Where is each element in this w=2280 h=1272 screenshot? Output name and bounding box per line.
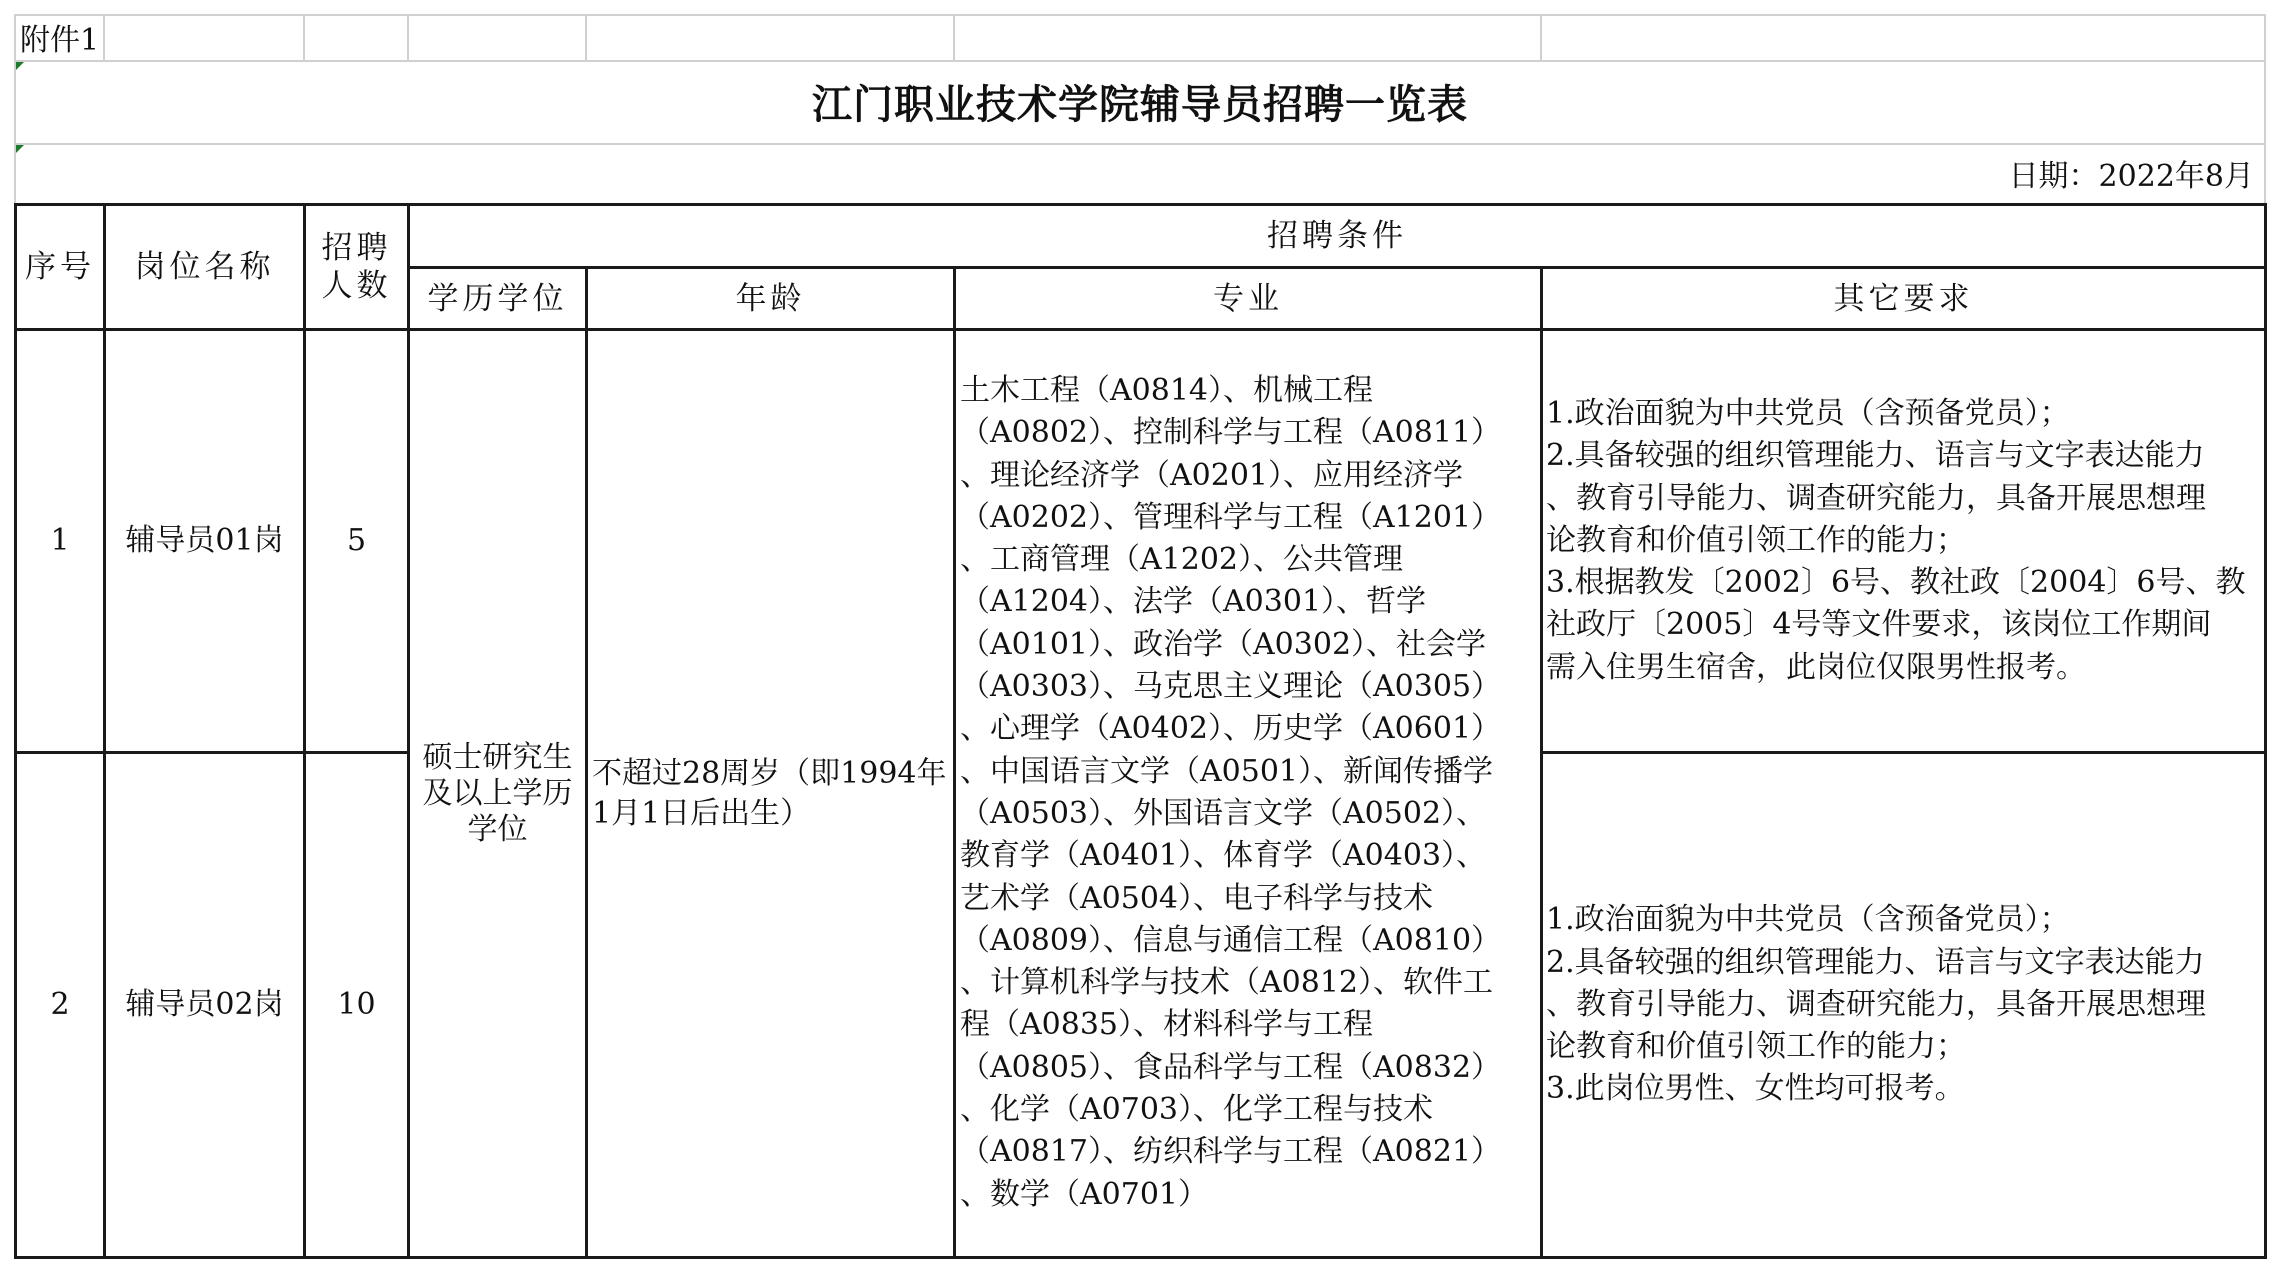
date-label: 日期：2022年8月	[2008, 159, 2254, 194]
grid-line	[585, 14, 587, 60]
row2-other-requirements: 1.政治面貌为中共党员（含预备党员）； 2.具备较强的组织管理能力、语言与文字表达能力 、教育引导能力、调查研究能力，具备开展思想理 论教育和价值引领工作的能力； 3.此岗位男性、女性均可报考。	[1546, 902, 2206, 1107]
grid-line	[953, 14, 955, 60]
page-title: 江门职业技术学院辅导员招聘一览表	[812, 81, 1468, 128]
row2-position: 辅导员02岗	[125, 987, 284, 1022]
age-requirement: 不超过28周岁（即1994年 1月1日后出生）	[592, 755, 947, 831]
row2-seq: 2	[50, 987, 70, 1022]
row1-count: 5	[346, 523, 367, 558]
attachment-label: 附件1	[20, 23, 100, 58]
grid-line	[14, 14, 2266, 16]
header-age: 年龄	[735, 280, 806, 317]
education-requirement: 硕士研究生 及以上学历 学位	[422, 739, 573, 847]
row2-count: 10	[337, 987, 376, 1022]
header-education: 学历学位	[427, 280, 568, 317]
header-count: 招聘 人数	[321, 230, 392, 304]
table-border	[585, 266, 588, 1259]
row1-other-requirements: 1.政治面貌为中共党员（含预备党员）； 2.具备较强的组织管理能力、语言与文字表达能力 、教育引导能力、调查研究能力，具备开展思想理 论教育和价值引领工作的能力； 3.根据教发〔2002〕6号、教社政〔2004〕6号、教 社政厅〔2005〕4号等文件要求，该岗位工作期间 需入住男生宿舍，此岗位仅限男性报考。	[1546, 395, 2246, 685]
grid-line	[1540, 14, 1542, 60]
major-requirement: 土木工程（A0814）、机械工程 （A0802）、控制科学与工程（A0811） 、理论经济学（A0201）、应用经济学 （A0202）、管理科学与工程（A1201） 、工商管理（A1202）、公共管理 （A1204）、法学（A0301）、哲学 （A0101）、政治学（A0302）、社会学 （A0303）、马克思主义理论（A0305） 、心理学（A0402）、历史学（A0601） 、中国语言文学（A0501）、新闻传播学 （A0503）、外国语言文学（A0502）、 教育学（A0401）、体育学（A0403）、 艺术学（A0504）、电子科学与技术 （A0809）、信息与通信工程（A0810） 、计算机科学与技术（A0812）、软件工 程（A0835）、材料科学与工程 （A0805）、食品科学与工程（A0832） 、化学（A0703）、化学工程与技术 （A0817）、纺织科学与工程（A0821） 、数学（A0701）	[960, 373, 1502, 1212]
table-border	[1540, 266, 1543, 1259]
grid-line	[407, 14, 409, 60]
header-major: 专业	[1213, 280, 1283, 317]
header-conditions: 招聘条件	[1267, 218, 1407, 254]
row1-seq: 1	[50, 523, 70, 558]
grid-line	[303, 14, 305, 60]
header-position: 岗位名称	[134, 249, 275, 285]
table-border	[953, 266, 956, 1259]
header-other: 其它要求	[1833, 280, 1974, 317]
header-seq: 序号	[25, 249, 95, 285]
table-border	[14, 1256, 2267, 1259]
table-border	[2264, 203, 2267, 1259]
row1-position: 辅导员01岗	[125, 523, 284, 558]
